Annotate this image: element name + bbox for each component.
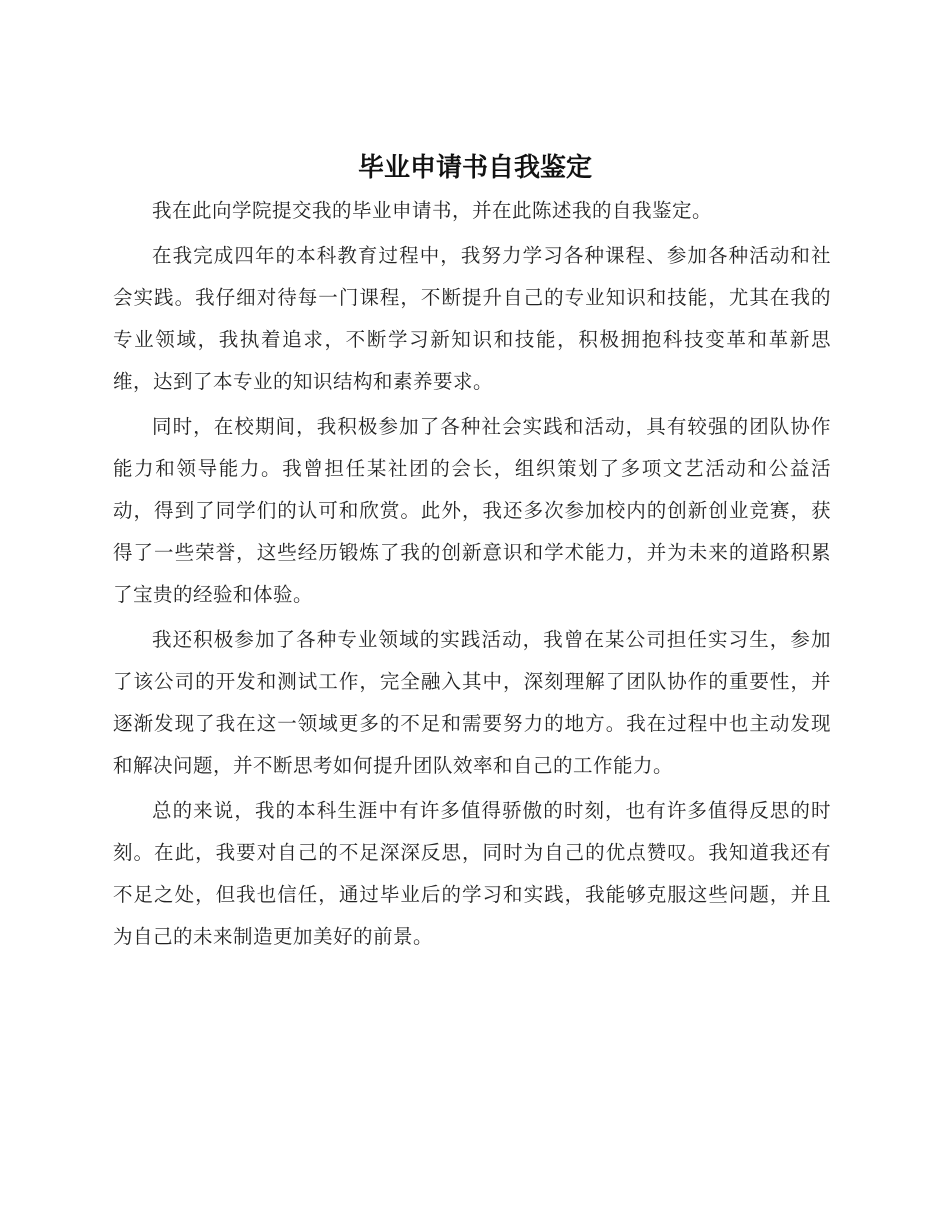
- paragraph-2: 在我完成四年的本科教育过程中，我努力学习各种课程、参加各种活动和社会实践。我仔细对待每一门课程，不断提升自己的专业知识和技能，尤其在我的专业领域，我执着追求，不断学习新知识和技能，积极拥抱科技变革和革新思维，达到了本专业的知识结构和素养要求。: [113, 244, 831, 393]
- document-body: [113, 190, 831, 958]
- document-title: 毕业申请书自我鉴定: [357, 153, 592, 183]
- paragraph-5: 总的来说，我的本科生涯中有许多值得骄傲的时刻，也有许多值得反思的时刻。在此，我要对自己的不足深深反思，同时为自己的优点赞叹。我知道我还有不足之处，但我也信任，通过毕业后的学习和实践，我能够克服这些问题，并且为自己的未来制造更加美好的前景。: [113, 799, 831, 948]
- paragraph-1: 我在此向学院提交我的毕业申请书，并在此陈述我的自我鉴定。: [152, 199, 713, 222]
- paragraph-3: 同时，在校期间，我积极参加了各种社会实践和活动，具有较强的团队协作能力和领导能力。我曾担任某社团的会长，组织策划了多项文艺活动和公益活动，得到了同学们的认可和欣赏。此外，我还多次参加校内的创新创业竞赛，获得了一些荣誉，这些经历锻炼了我的创新意识和学术能力，并为未来的道路积累了宝贵的经验和体验。: [113, 415, 831, 606]
- paragraph-4: 我还积极参加了各种专业领域的实践活动，我曾在某公司担任实习生，参加了该公司的开发和测试工作，完全融入其中，深刻理解了团队协作的重要性，并逐渐发现了我在这一领域更多的不足和需要努力的地方。我在过程中也主动发现和解决问题，并不断思考如何提升团队效率和自己的工作能力。: [113, 628, 831, 777]
